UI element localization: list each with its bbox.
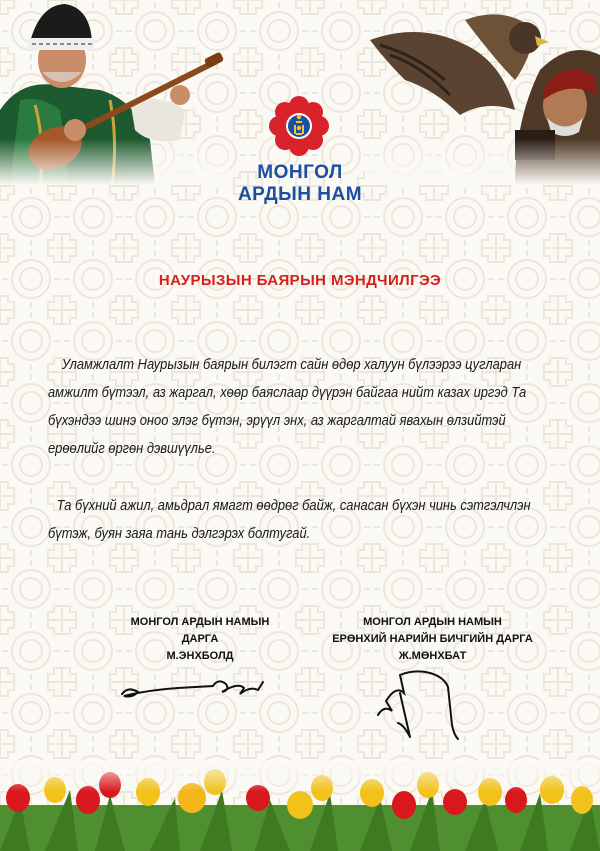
party-name-line1: МОНГОЛ bbox=[257, 162, 343, 183]
greeting-paragraph-1: Уламжлалт Наурызын баярын билэгт сайн өдөр халуун бүлээрээ цугларан амжилт бүтээл, аз жаргал, хөөр баяслаар дүүрэн байгаа нийт казах иргэд Та бүхэндээ шинэ оноо элэг бүтэн, эрүүл энх, аз жаргалтай явахын өлзийтэй ерөөлийг өргөн дэвшүүлье. bbox=[48, 356, 527, 457]
signatory-chairman-line2: ДАРГА bbox=[181, 633, 219, 645]
signatory-chairman bbox=[100, 614, 300, 665]
chairman-signature bbox=[118, 668, 268, 708]
tulip-border bbox=[0, 760, 600, 851]
secretary-signature bbox=[370, 665, 470, 745]
party-emblem-icon bbox=[268, 95, 330, 157]
greeting-paragraph-2: Та бүхний ажил, амьдрал ямагт өөдрөг байж, санасан бүхэн чинь сэтгэлчлэн бүтэж, буян заяа тань дэлгэрэх болтугай. bbox=[48, 497, 531, 542]
signatory-secretary-name: Ж.МӨНХБАТ bbox=[398, 650, 467, 662]
party-name-line2: АРДЫН НАМ bbox=[237, 184, 363, 205]
signatory-secretary-line2: ЕРӨНХИЙ НАРИЙН БИЧГИЙН ДАРГА bbox=[332, 633, 533, 645]
greeting-title: НАУРЫЗЫН БАЯРЫН МЭНДЧИЛГЭЭ bbox=[158, 272, 442, 289]
signatory-secretary bbox=[305, 614, 560, 665]
signatory-chairman-line1: МОНГОЛ АРДЫН НАМЫН bbox=[130, 616, 270, 628]
party-name bbox=[200, 162, 400, 206]
signatory-secretary-line1: МОНГОЛ АРДЫН НАМЫН bbox=[363, 616, 502, 628]
musician-photo bbox=[0, 0, 230, 185]
signatory-chairman-name: М.ЭНХБОЛД bbox=[166, 650, 234, 662]
eagle-hunter-photo bbox=[365, 0, 600, 185]
